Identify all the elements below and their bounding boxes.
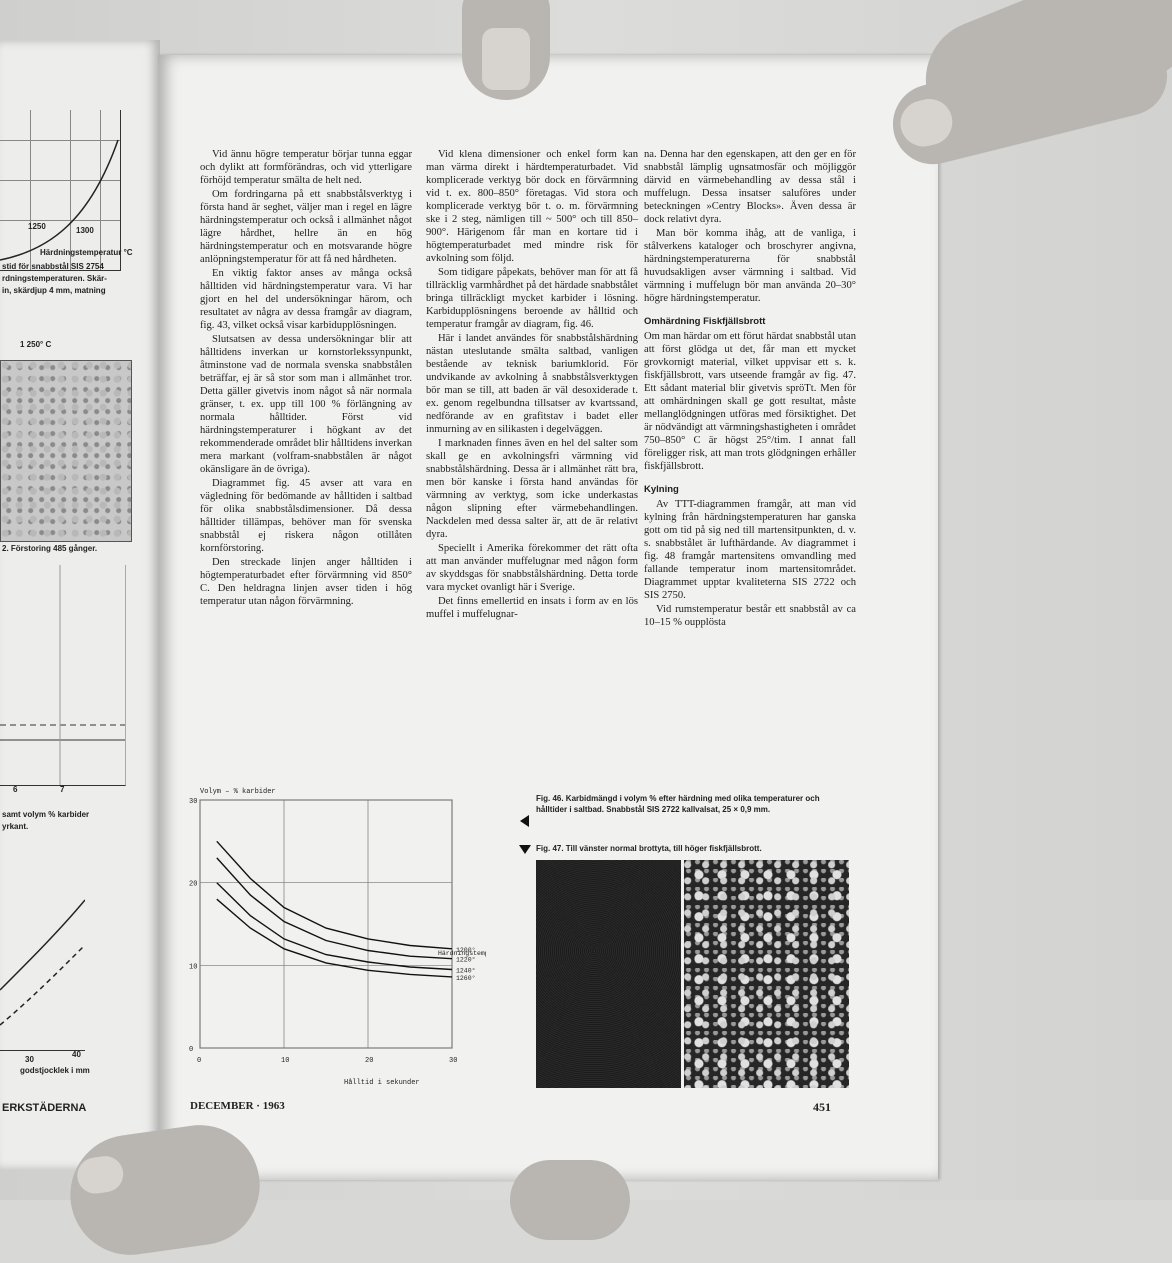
paragraph: Diagrammet fig. 45 avser att vara en vägledning för bedömande av hålltiden i saltbad för olika snabbstålsdimensioner. Då dessa hålltider tillämpas, behöver man för svenska snabbstål ej riskera någon otillåten kornförstoring. bbox=[200, 478, 412, 554]
paragraph: Vid klena dimensioner och enkel form kan man värma direkt i härdtemperaturbadet. Vid komplicerade verktyg bör dock en förvärmning vid t. ex. 800–850° företagas. Vid stora och komplicerade verktyg bör t. o. m. förvärmning ske i 2 steg, nämligen till ~ 500° och till 850–900°. Härigenom får man en kortare tid i högtemperaturbadet med mindre risk för avkolning som följd. bbox=[426, 149, 638, 264]
text-column-2 bbox=[426, 148, 638, 622]
left-page-graph-3 bbox=[0, 850, 85, 1051]
right-page bbox=[158, 55, 938, 1180]
fig46-chart bbox=[186, 782, 486, 1087]
fig46-chart-svg bbox=[186, 782, 486, 1087]
chart-legend-entry: 1200° bbox=[456, 946, 476, 954]
paragraph: na. Denna har den egenskapen, att den ger en för snabbstål lämplig ugnsatmosfär och möjliggör därvid en värmebehandling av dessa stål i muffelugn. Dessa insatser saluföres under beteckningen »Centry Blocks». Även dessa är dock relativt dyra. bbox=[644, 149, 856, 225]
left-micrograph bbox=[0, 360, 132, 542]
left-page-graph bbox=[0, 565, 126, 786]
left-caption-line: stid för snabbstål SIS 2754 bbox=[2, 262, 104, 271]
page-number: 451 bbox=[813, 1100, 831, 1114]
footer-date: DECEMBER · 1963 bbox=[190, 1100, 285, 1112]
fig47-normal-fracture-photo bbox=[536, 860, 681, 1088]
paragraph: Om fordringarna på ett snabbstålsverktyg i första hand är seghet, väljer man i regel en lägre härdningstemperatur och också i allmänhet något lägre hårdhet, hellre än en hög härdningstemperatur och en motsvarande högre anlöpningstemperatur för att få ned hårdheten. bbox=[200, 189, 412, 265]
left-graph-caption: yrkant. bbox=[2, 822, 29, 831]
chart-x-tick-label: 10 bbox=[281, 1057, 290, 1065]
chart-legend-title: Härdningstem bbox=[438, 950, 485, 957]
thumb-top bbox=[462, 0, 550, 100]
section-heading-kylning: Kylning bbox=[644, 484, 679, 495]
left-page bbox=[0, 40, 160, 1170]
paragraph: Vid ännu högre temperatur börjar tunna eggar och dylikt att formförändras, och vid ytterligare förhöjd temperatur smälta de helt ned. bbox=[200, 149, 412, 186]
text-column-3 bbox=[644, 148, 856, 630]
chart-legend-entry: 1240° bbox=[456, 967, 476, 975]
paragraph: Slutsatsen av dessa undersökningar blir att hålltidens inverkan ur kornstorlekssynpunkt, åtminstone vad de normala svenska snabbstålen beträffar, ej är så stor som man i allmänhet tror. Detta gäller givetvis inom något så när normala gränser, t. ex. upp till 100 % förlängning av normala hålltider. Först vid härdningstemperaturer i högkant av det rekommenderade området blir hålltidens inverkan mera markant (volfram-snabbstålen är något okänsligare än de övriga). bbox=[200, 334, 412, 475]
left-page-chart bbox=[0, 110, 121, 271]
chart-ylabel: Volym – % karbider bbox=[200, 788, 276, 796]
left-micro-label: 1 250° C bbox=[20, 340, 52, 349]
section-heading-omhardning: Omhärdning Fiskfjällsbrott bbox=[644, 316, 766, 327]
paragraph: I marknaden finnes även en hel del salter som skall ge en avkolningsfri värmning vid snabbstålshärdning. Dessa är i allmänhet rätt bra, men bör kanske i första hand användas för värmning av verktyg, som icke underkastas någon slipning efter värmebehandlingen. Nackdelen med dessa salter är, att de är relativt dyra. bbox=[426, 438, 638, 540]
fig47-pointer-icon bbox=[519, 845, 531, 854]
paragraph: Den streckade linjen anger hålltiden i högtemperaturbadet efter förvärmning vid 850° C. Den heldragna linjen avser tiden i hög temperatur utan någon förvärmning. bbox=[200, 557, 412, 607]
left-graph3-tick: 30 bbox=[25, 1055, 34, 1064]
paragraph: Om man härdar om ett förut härdat snabbstål utan att först glödga ut det, får man ett mycket grovkornigt material, vilket uppvisar ett s. k. fiskfjällsbrott, vars utseende framgår av fig. 47. Ett sådant material blir givetvis spröTt. Men för att omhärdningen skall ge gott resultat, måste mellanglödgningen utföras med försiktighet. Det är nödvändigt att värmningshastigheten i området 750–850° C är högst 25°/tim. I annat fall föreligger risk, att man trots glödgningen erhåller fiskfjällsbrott. bbox=[644, 331, 856, 472]
chart-y-tick-label: 20 bbox=[189, 880, 198, 889]
text-column-1 bbox=[200, 148, 412, 609]
chart-y-tick-label: 0 bbox=[189, 1046, 194, 1054]
chart-xlabel: Hålltid i sekunder bbox=[344, 1079, 420, 1087]
left-graph-tick: 6 bbox=[13, 785, 18, 794]
chart-series-line-1200° bbox=[217, 841, 452, 949]
left-graph-caption: samt volym % karbider bbox=[2, 810, 90, 819]
paragraph: Som tidigare påpekats, behöver man för att få tillräcklig varmhårdhet på det härdade snabbstålet bringa tillräckligt mycket karbider i lösning. Karbidupplösningens beroende av hålltid och temperatur framgår av diagram, fig. 46. bbox=[426, 267, 638, 330]
paragraph: Det finns emellertid en insats i form av en lös muffel i muffelugnar- bbox=[426, 596, 638, 620]
chart-frame bbox=[200, 800, 452, 1048]
left-graph3-tick: 40 bbox=[72, 1050, 81, 1059]
paragraph: Man bör komma ihåg, att de vanliga, i stålverkens kataloger och broschyrer angivna, härdningstemperaturerna för snabbstål huvudsakligen avser värmning i saltbad. Vid värmning i muffelugn bör man använda 20–30° högre härdningstemperatur. bbox=[644, 228, 856, 304]
left-graph-tick: 7 bbox=[60, 785, 65, 794]
left-tick-1250: 1250 bbox=[28, 222, 46, 231]
chart-series-line-1220° bbox=[217, 858, 452, 959]
paragraph: Vid rumstemperatur består ett snabbstål av ca 10–15 % oupplösta bbox=[644, 604, 856, 628]
chart-legend-entry: 1220° bbox=[456, 956, 476, 964]
left-caption-line: in, skärdjup 4 mm, matning bbox=[2, 286, 106, 295]
left-graph3-label: godstjocklek i mm bbox=[20, 1066, 90, 1075]
left-axis-label: Härdningstemperatur °C bbox=[40, 248, 133, 257]
left-tick-1300: 1300 bbox=[76, 226, 94, 235]
paragraph: Här i landet användes för snabbstålshärdning nästan uteslutande smälta saltbad, vanligen bestående av teknisk bariumklorid. För undvikande av avkolning å snabbstålsverktygen bör man se till, att baden är väl desoxiderade t. ex. genom regelbundna tillsatser av kvartssand, nedförande av en grafitstav i badet eller inmurning av en silikasten i degelväggen. bbox=[426, 333, 638, 435]
fig46-pointer-icon bbox=[520, 815, 529, 827]
paragraph: Av TTT-diagrammen framgår, att man vid kylning från härdningstemperaturen har ganska gott om tid på sig ned till martensitpunkten, d. v. s. snabbstålet är lufthärdande. Av diagrammet i fig. 48 framgår martensitens omvandling med fallande temperatur inom martensitområdet. Diagrammet upptar kvaliteterna SIS 2722 och SIS 2750. bbox=[644, 499, 856, 601]
fig47-caption: Fig. 47. Till vänster normal brottyta, till höger fiskfjällsbrott. bbox=[536, 844, 762, 853]
fig46-caption: Fig. 46. Karbidmängd i volym % efter härdning med olika temperaturer och hålltider i saltbad. Snabbstål SIS 2722 kallvalsat, 25 × 0,9 mm. bbox=[536, 794, 820, 814]
fig47-fishscale-fracture-photo bbox=[684, 860, 849, 1088]
chart-x-tick-label: 30 bbox=[449, 1057, 458, 1065]
paragraph: Speciellt i Amerika förekommer det rätt ofta att man använder muffelugnar med någon form av skyddsgas för snabbstålshärdning. Detta torde vara mycket ovanligt här i Sverige. bbox=[426, 543, 638, 593]
chart-x-tick-label: 0 bbox=[197, 1057, 202, 1065]
left-micro-caption: 2. Förstoring 485 gånger. bbox=[2, 544, 98, 553]
chart-x-tick-label: 20 bbox=[365, 1057, 374, 1065]
left-footer: ERKSTÄDERNA bbox=[2, 1102, 87, 1114]
chart-legend-entry: 1260° bbox=[456, 974, 476, 982]
paragraph: En viktig faktor anses av många också hålltiden vid härdningstemperatur vara. Vi har gjort en hel del undersökningar härom, och resultatet av några av dessa framgår av diagram, fig. 43, vilket också visar karbidupplösningen. bbox=[200, 268, 412, 331]
finger-bottom-right bbox=[510, 1160, 630, 1240]
chart-y-tick-label: 30 bbox=[189, 798, 198, 806]
left-caption-line: rdningstemperaturen. Skär- bbox=[2, 274, 107, 283]
chart-y-tick-label: 10 bbox=[189, 963, 198, 972]
